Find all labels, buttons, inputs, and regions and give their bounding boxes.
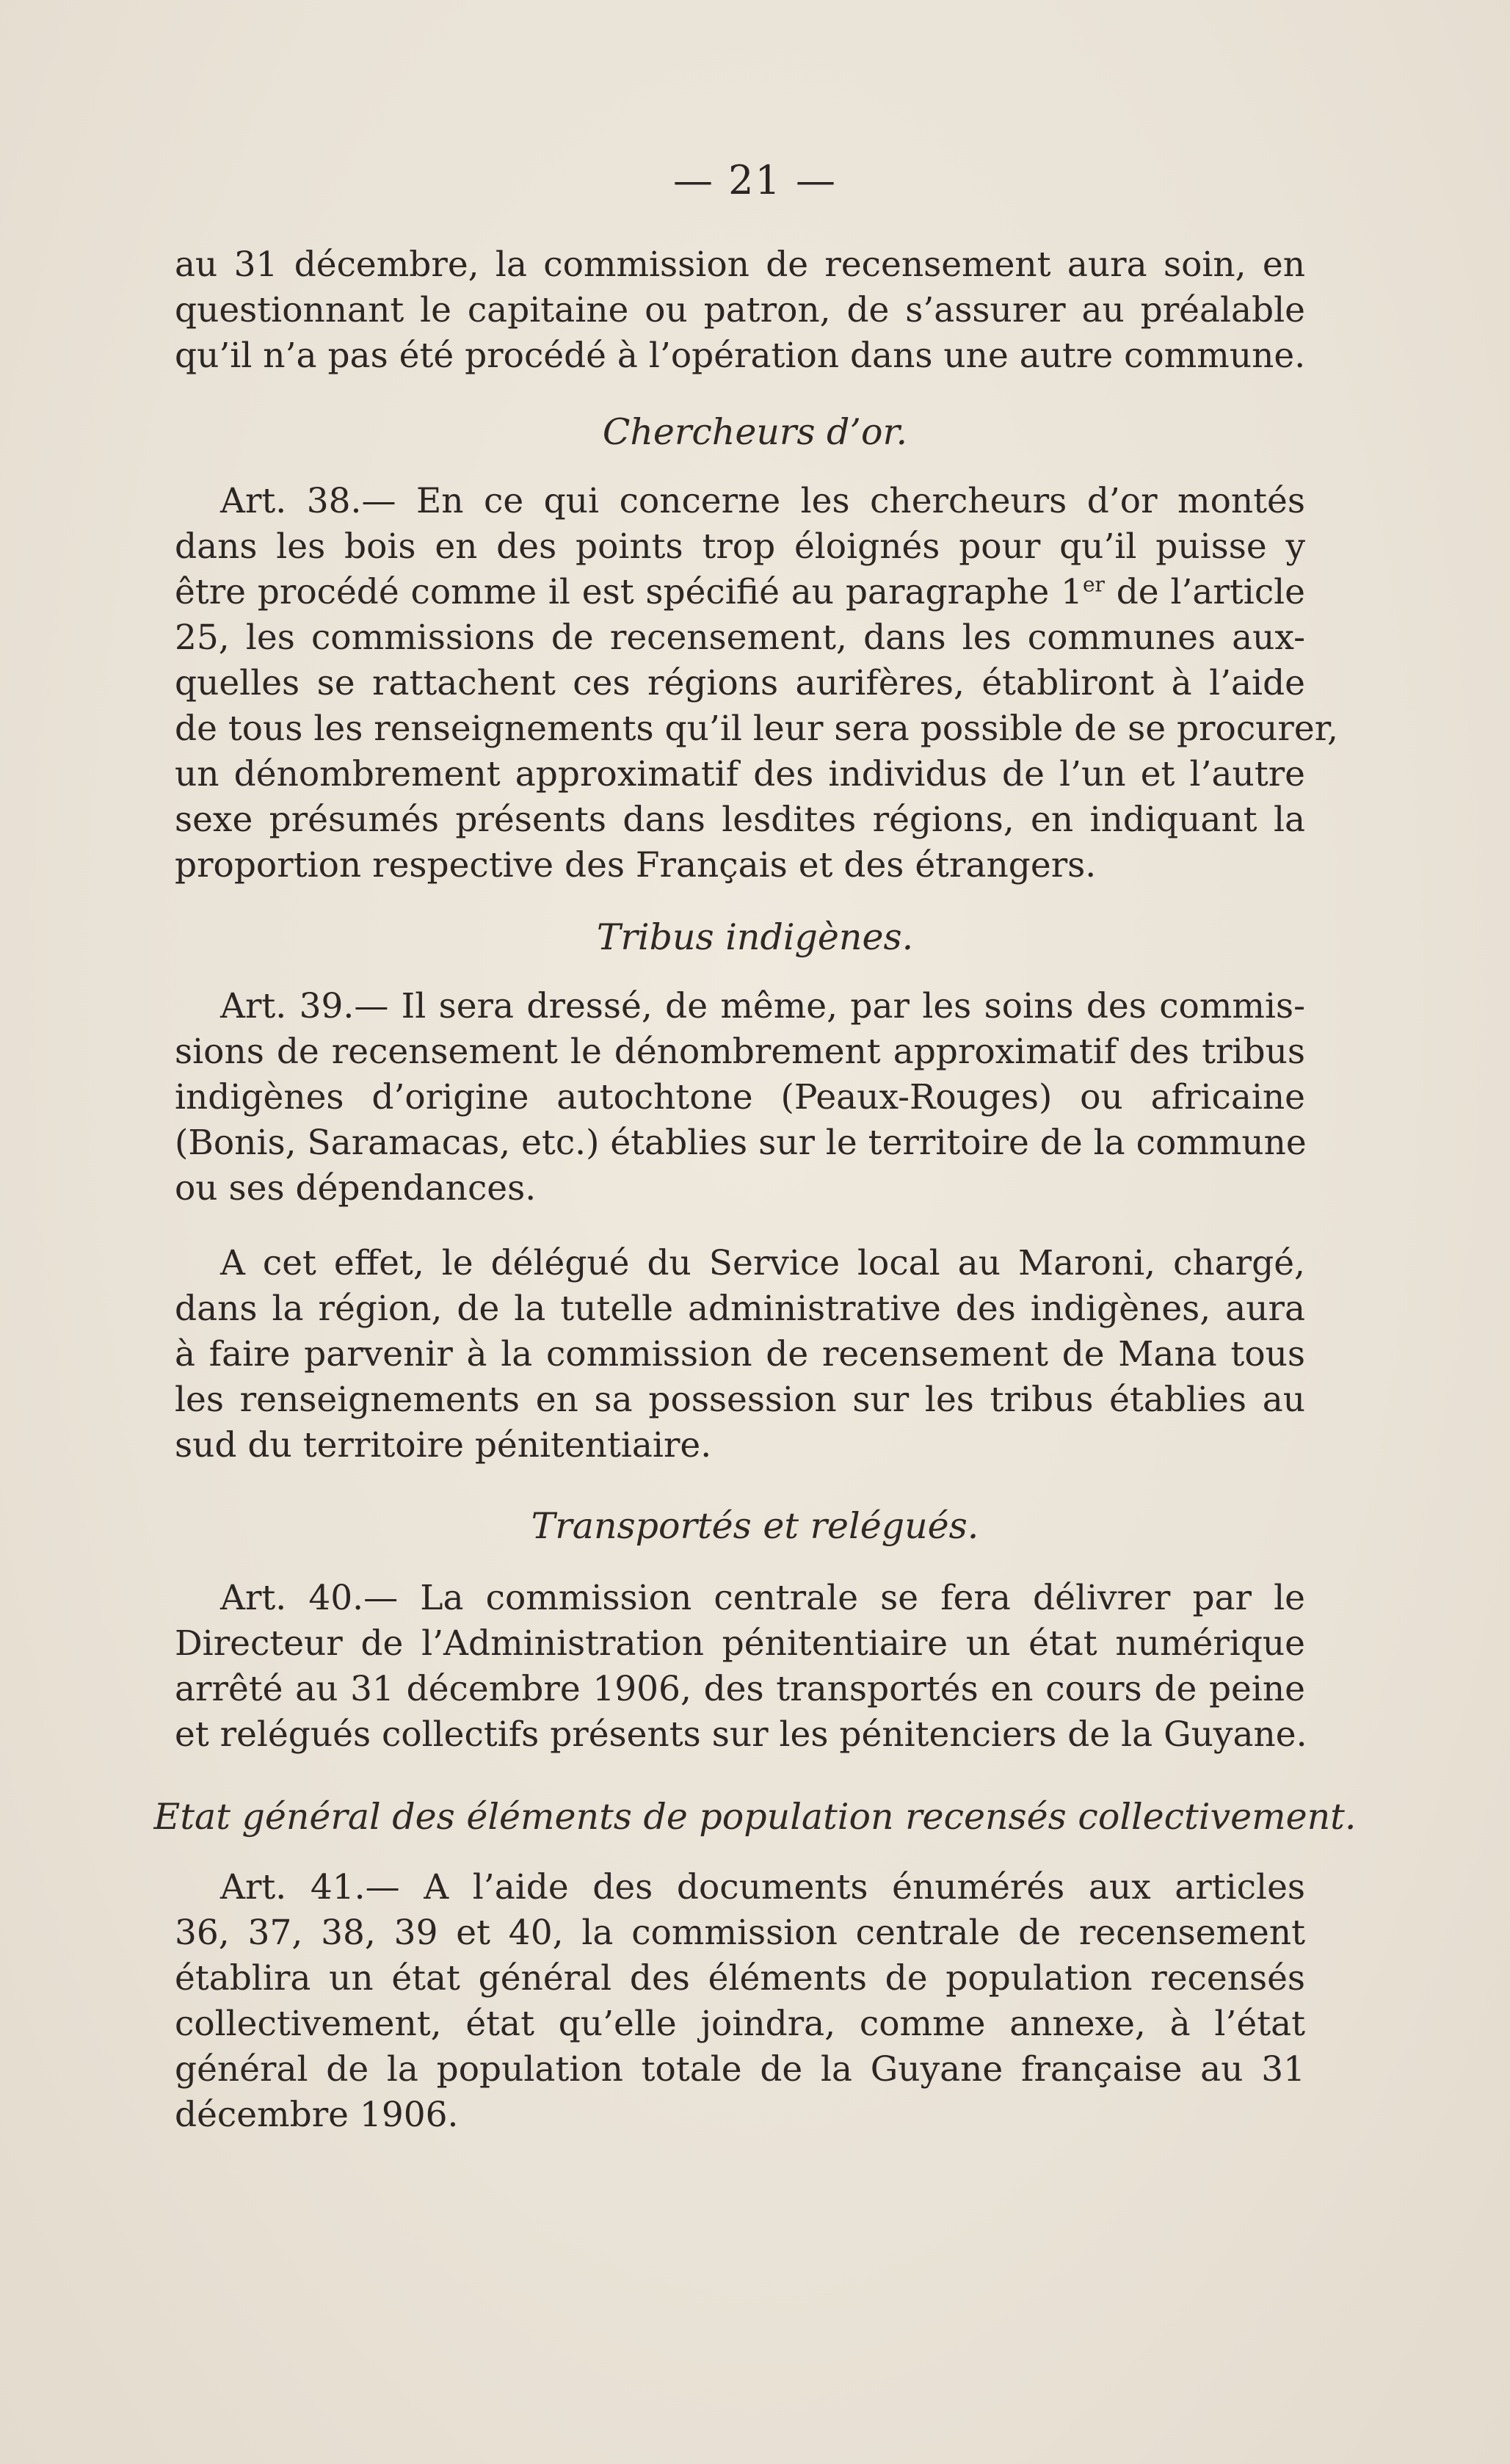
- text-line: A cet effet, le délégué du Service local au Maroni, chargé,: [220, 1243, 1305, 1283]
- text-line: quelles se rattachent ces régions aurifères, établiront à l’aide: [175, 663, 1305, 703]
- text-line: général de la population totale de la Guyane française au 31: [175, 2049, 1305, 2090]
- article-39-paragraph: [175, 984, 1305, 1211]
- section-heading-transportes: Transportés et relégués.: [531, 1505, 979, 1547]
- text-line: Art. 39.— Il sera dressé, de même, par les soins des commis-: [220, 986, 1305, 1026]
- section-heading-chercheurs: Chercheurs d’or.: [602, 411, 908, 453]
- superscript: er: [1082, 572, 1105, 597]
- text-line: arrêté au 31 décembre 1906, des transportés en cours de peine: [175, 1669, 1305, 1709]
- page-number: — 21 —: [672, 157, 838, 203]
- article-39-paragraph-2: [175, 1241, 1305, 1468]
- text-line: 36, 37, 38, 39 et 40, la commission centrale de recensement: [175, 1913, 1305, 1953]
- text-line: Art. 40.— La commission centrale se fera délivrer par le: [220, 1578, 1305, 1618]
- article-38-paragraph: [175, 479, 1338, 888]
- text-line: à faire parvenir à la commission de recensement de Mana tous: [175, 1334, 1305, 1374]
- text-line: dans la région, de la tutelle administrative des indigènes, aura: [175, 1289, 1305, 1329]
- text-line: ou ses dépendances.: [175, 1168, 537, 1209]
- text-line: les renseignements en sa possession sur les tribus établies au: [175, 1380, 1305, 1420]
- text-line: proportion respective des Français et des étrangers.: [175, 845, 1097, 885]
- article-41-paragraph: [175, 1865, 1305, 2138]
- text-line: indigènes d’origine autochtone (Peaux-Rouges) ou africaine: [175, 1077, 1305, 1117]
- text-line: 25, les commissions de recensement, dans les communes aux-: [175, 617, 1305, 658]
- text-line: Art. 41.— A l’aide des documents énumérés aux articles: [220, 1867, 1305, 1907]
- text-line: Directeur de l’Administration pénitentiaire un état numérique: [175, 1623, 1305, 1664]
- text-line: Art. 38.— En ce qui concerne les chercheurs d’or montés: [220, 481, 1305, 521]
- text-line: au 31 décembre, la commission de recensement aura soin, en: [175, 244, 1305, 285]
- text-line: établira un état général des éléments de population recensés: [175, 1958, 1305, 1999]
- text-line: de tous les renseignements qu’il leur sera possible de se procurer,: [175, 709, 1338, 749]
- text-line: qu’il n’a pas été procédé à l’opération dans une autre commune.: [175, 336, 1306, 376]
- section-heading-tribus: Tribus indigènes.: [596, 916, 914, 958]
- intro-paragraph: [175, 242, 1305, 379]
- text-line: dans les bois en des points trop éloignés pour qu’il puisse y: [175, 526, 1305, 567]
- text-line: sions de recensement le dénombrement approximatif des tribus: [175, 1032, 1305, 1072]
- text-line: sud du territoire pénitentiaire.: [175, 1425, 712, 1465]
- text-line: (Bonis, Saramacas, etc.) établies sur le territoire de la commune: [175, 1123, 1307, 1163]
- text-line: sexe présumés présents dans lesdites régions, en indiquant la: [175, 800, 1305, 840]
- article-40-paragraph: [175, 1576, 1305, 1758]
- text-line: collectivement, état qu’elle joindra, comme annexe, à l’état: [175, 2004, 1305, 2044]
- section-heading-etat-general: Etat général des éléments de population recensés collectivement.: [153, 1796, 1357, 1838]
- text-line: et relégués collectifs présents sur les pénitenciers de la Guyane.: [175, 1714, 1307, 1755]
- text-line: un dénombrement approximatif des individus de l’un et l’autre: [175, 754, 1305, 794]
- text-line: décembre 1906.: [175, 2095, 459, 2135]
- text-line: questionnant le capitaine ou patron, de s’assurer au préalable: [175, 290, 1305, 330]
- text-line: être procédé comme il est spécifié au paragraphe 1er de l’article: [175, 572, 1305, 612]
